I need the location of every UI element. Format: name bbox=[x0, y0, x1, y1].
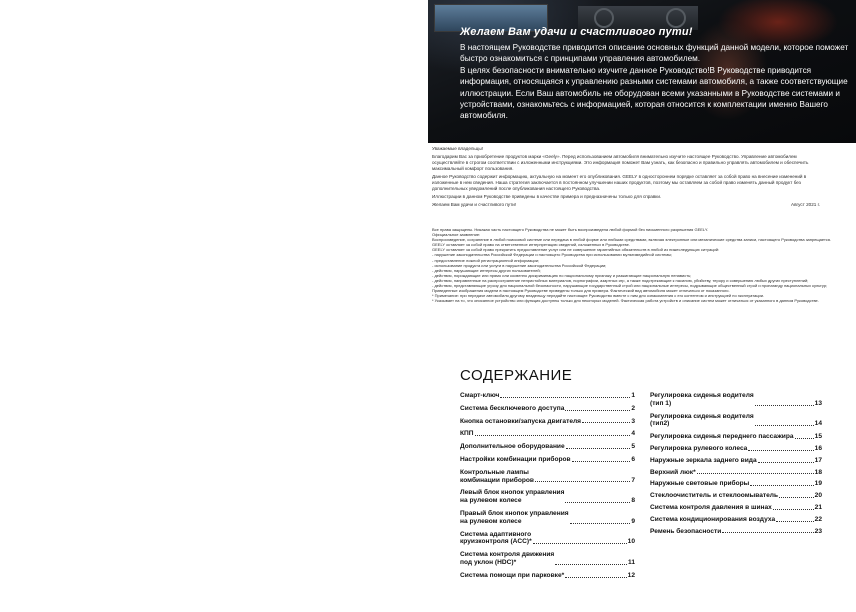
legal-line: - использование продукта или услуги в нарушение законодательства Российской Федерации; bbox=[432, 262, 607, 268]
toc-entry-label: Смарт-ключ bbox=[460, 392, 500, 399]
toc-entry-label: Наружные световые приборы bbox=[650, 480, 750, 488]
toc-entry-page: 8 bbox=[631, 497, 635, 505]
toc-entry-page: 18 bbox=[814, 468, 822, 476]
toc-entry-label: Система контроля движения под уклон (HDC)* bbox=[460, 551, 555, 566]
toc-entry-page: 21 bbox=[814, 503, 822, 511]
toc-entry-label: Дополнительное оборудование bbox=[460, 443, 565, 451]
toc-entry[interactable] bbox=[460, 551, 635, 567]
legal-line: GEELY оставляет за собой право прекратить предоставление услуг или не совершение гарантийных обязательств в любой из нижеследующих ситуаций: bbox=[432, 247, 720, 253]
toc-entry[interactable] bbox=[650, 457, 822, 465]
toc-entry[interactable] bbox=[460, 430, 635, 438]
toc-entry-page: 19 bbox=[814, 480, 822, 488]
toc-entry-label: Настройки комбинации приборов bbox=[460, 455, 571, 463]
toc-entry[interactable] bbox=[650, 433, 822, 441]
hero-paragraph: В целях безопасности внимательно изучите данное Руководство!В Руководстве приводится информация, относящаяся к управлению разными системами автомобиля, а также соответствующие иллюстрации. Если Ваш автомобиль не оборудован всеми указанными в Руководстве системами и устройствами, ознакомьтесь с информацией, которая относится к комплектации именно Вашего автомобиля. bbox=[460, 65, 848, 121]
toc-left-column bbox=[460, 392, 635, 584]
legal-line: Все права защищены. Никакая часть настоящего Руководства не может быть воспроизведена любой формой без письменного разрешения GEELY. bbox=[432, 227, 709, 232]
hero-text bbox=[460, 26, 850, 122]
toc-leader-dots bbox=[582, 422, 630, 423]
toc-entry-label: Левый блок кнопок управления на рулевом колесе bbox=[460, 489, 565, 505]
hero-title: Желаем Вам удачи и счастливого пути! bbox=[460, 26, 693, 38]
toc-entry-label: Кнопка остановки/запуска двигателя bbox=[460, 417, 582, 425]
toc-entry-page: 12 bbox=[627, 571, 635, 579]
toc-entry[interactable] bbox=[460, 469, 635, 485]
toc-leader-dots bbox=[722, 532, 813, 533]
preface-paragraph: Иллюстрации в данном Руководстве приведены в качестве примера и предназначены только для справки. bbox=[432, 194, 662, 199]
legal-line: * Указывает на то, что описанное устройство или функция доступны только для некоторых моделей. Фактическая работа устройств и описание систем может отличаться от указанного в данном Руководстве. bbox=[432, 298, 819, 304]
toc-entry[interactable] bbox=[650, 480, 822, 488]
toc-entry-page: 23 bbox=[814, 527, 822, 535]
preface-paragraph: Благодарим Вас за приобретение продуктов марки «Geely». Перед использованием автомобиля внимательно изучите настоящее Руководство. Управление автомобилем осуществляйте в строгом соответствии с изложенными инструкциями. Это информация поможет Вам узнать, как безопасно и правильно управлять автомобилем и обеспечить максимальный комфорт пользования. bbox=[432, 154, 809, 171]
toc-leader-dots bbox=[570, 523, 631, 524]
legal-line: - нарушение законодательства Российской Федерации и настоящего Руководства при использовании мультимедийной системы; bbox=[432, 252, 673, 258]
toc-entry[interactable] bbox=[650, 392, 822, 408]
toc-entry-page: 2 bbox=[631, 404, 635, 412]
toc-entry[interactable] bbox=[460, 443, 635, 451]
toc-entry-label: Стеклоочиститель и стеклоомыватель bbox=[650, 492, 779, 500]
toc-entry-label: Система контроля давления в шинах bbox=[650, 503, 772, 511]
toc-leader-dots bbox=[533, 543, 627, 544]
hero-photo-section bbox=[428, 0, 856, 143]
toc-entry-page: 14 bbox=[814, 420, 822, 428]
toc-entry-page: 15 bbox=[814, 433, 822, 441]
toc-entry-label: Ремень безопасности bbox=[650, 527, 722, 535]
toc-entry-label: Регулировка сиденья водителя (тип 1) bbox=[650, 392, 754, 407]
toc-leader-dots bbox=[795, 438, 814, 439]
preface-closing: Желаем Вам удачи и счастливого пути! bbox=[432, 202, 517, 207]
preface-paragraph: Данное Руководство содержит информацию, актуальную на момент его опубликования. GEELY в одностороннем порядке оставляет за собой право на внесение изменений в изложенные в нем сведения. Наша стратегия заключается в постоянном улучшении наших продуктов, поэтому мы оставляем за собой право изменять данный продукт без дополнительных уведомлений после опубликования настоящего Руководства. bbox=[432, 174, 807, 191]
toc-entry-page: 9 bbox=[631, 517, 635, 525]
toc-entry[interactable] bbox=[650, 516, 822, 524]
toc-entry-label: КПП bbox=[460, 430, 474, 438]
toc-leader-dots bbox=[750, 485, 813, 486]
hero-paragraph: В настоящем Руководстве приводится описание основных функций данной модели, которое поможет быстро ознакомиться с принципами управления автомобилем. bbox=[460, 43, 849, 64]
toc-leader-dots bbox=[535, 481, 630, 482]
toc-entry[interactable] bbox=[460, 456, 635, 464]
toc-leader-dots bbox=[565, 410, 630, 411]
toc-entry-page: 3 bbox=[631, 417, 635, 425]
legal-line: - действия, порождающие или прямо или косвенно дискриминацию по национальному признаку и разжигающие национальную ненависть; bbox=[432, 272, 692, 278]
toc-leader-dots bbox=[565, 502, 630, 503]
toc-leader-dots bbox=[773, 509, 814, 510]
toc-leader-dots bbox=[748, 450, 813, 451]
toc-entry[interactable] bbox=[650, 413, 822, 429]
toc-leader-dots bbox=[755, 405, 814, 406]
toc-leader-dots bbox=[755, 425, 814, 426]
toc-entry[interactable] bbox=[460, 531, 635, 547]
toc-leader-dots bbox=[776, 521, 814, 522]
toc-leader-dots bbox=[779, 497, 814, 498]
legal-line: Официальное заявление: bbox=[432, 232, 481, 238]
toc-entry-page: 17 bbox=[814, 456, 822, 464]
preface-date: Август 2021 г. bbox=[791, 202, 820, 207]
toc-leader-dots bbox=[566, 448, 631, 449]
toc-leader-dots bbox=[500, 397, 630, 398]
preface-section bbox=[432, 146, 820, 208]
toc-entry-page: 5 bbox=[631, 443, 635, 451]
toc-leader-dots bbox=[475, 435, 631, 436]
toc-entry-label: Система адаптивного круизконтроля (ACC)* bbox=[460, 530, 532, 546]
toc-entry-page: 4 bbox=[631, 430, 635, 438]
toc-leader-dots bbox=[555, 564, 627, 565]
toc-leader-dots bbox=[697, 473, 814, 474]
preface-greeting: Уважаемые владельцы! bbox=[432, 146, 484, 151]
preface-signature-row bbox=[432, 202, 820, 208]
toc-entry[interactable] bbox=[650, 445, 822, 453]
toc-entry-page: 13 bbox=[814, 399, 822, 407]
toc-entry-page: 11 bbox=[628, 558, 635, 566]
toc-entry-page: 10 bbox=[627, 538, 635, 546]
hero-dial-right bbox=[666, 8, 686, 28]
toc-leader-dots bbox=[572, 461, 631, 462]
toc-leader-dots bbox=[758, 462, 814, 463]
legal-line: * Примечание: при передаче автомобиля другому владельцу передайте настоящее Руководство вместе с ним для ознакомления с его контентом и инструкцией по эксплуатации. bbox=[432, 293, 765, 299]
toc-title: СОДЕРЖАНИЕ bbox=[460, 367, 573, 384]
toc-entry[interactable] bbox=[460, 510, 635, 526]
toc-entry[interactable] bbox=[650, 469, 822, 477]
toc-entry[interactable] bbox=[460, 392, 635, 400]
toc-entry-page: 20 bbox=[814, 492, 822, 500]
toc-entry[interactable] bbox=[460, 572, 635, 580]
toc-leader-dots bbox=[565, 577, 626, 578]
legal-line: - действия, направленные на распространение непристойных материалов, порнографии, азартных игр, а также подстрекающие к насилию, убийству, терору и совершению любых других преступлений; bbox=[432, 277, 809, 283]
toc-entry-label: Регулировка сиденья переднего пассажира bbox=[650, 433, 794, 441]
toc-entry-page: 7 bbox=[631, 476, 635, 484]
legal-line: Воспроизведение, сохранение в любой поисковой системе или передача в любой форме или любыми средствами, включая электронные или механические средства записи, настоящего Руководства запрещается. bbox=[432, 237, 832, 243]
toc-entry[interactable] bbox=[460, 405, 635, 413]
toc-entry[interactable] bbox=[460, 418, 635, 426]
toc-entry-label: Контрольные лампы комбинации приборов bbox=[460, 468, 534, 484]
legal-line: - действия, нарушающие интересы других пользователей; bbox=[432, 267, 541, 273]
toc-entry-page: 16 bbox=[814, 444, 822, 452]
toc-right-column bbox=[650, 392, 822, 539]
toc-entry-label: Наружные зеркала заднего вида bbox=[650, 456, 757, 464]
legal-line: Приведенные изображения модели в настоящем Руководстве приведены только для примера. Фактический вид автомобиля может отличаться от показанного. bbox=[432, 288, 730, 294]
legal-line: - действия, представляющие угрозу для национальной безопасности, нарушающие государственный строй или национальные интересы, подрывающие общественный строй и пропаганду национальных культур; bbox=[432, 283, 828, 289]
toc-entry-label: Регулировка рулевого колеса bbox=[650, 444, 748, 452]
toc-entry-label: Верхний люк* bbox=[650, 468, 696, 476]
toc-entry-label: Система помощи при парковке* bbox=[460, 571, 565, 579]
toc-entry-page: 6 bbox=[631, 455, 635, 463]
toc-entry-label: Правый блок кнопок управления на рулевом колесе bbox=[460, 509, 569, 525]
legal-line: - предоставление ложной регистрационной информации; bbox=[432, 257, 540, 263]
toc-entry[interactable] bbox=[650, 528, 822, 536]
toc-entry-label: Система бесключевого доступа bbox=[460, 404, 565, 412]
toc-entry[interactable] bbox=[650, 492, 822, 500]
legal-line: GEELY оставляет за собой право на ответственное интерпретацию сведений, изложенных в Руководстве. bbox=[432, 242, 630, 248]
hero-dial-left bbox=[594, 8, 614, 28]
toc-entry-label: Регулировка сиденья водителя (тип2) bbox=[650, 412, 754, 428]
toc-entry-label: Система кондиционирования воздуха bbox=[650, 515, 776, 523]
toc-entry[interactable] bbox=[650, 504, 822, 512]
toc-entry[interactable] bbox=[460, 489, 635, 505]
legal-notice bbox=[432, 227, 832, 303]
toc-entry-page: 22 bbox=[814, 515, 822, 523]
toc-entry-page: 1 bbox=[631, 392, 635, 399]
